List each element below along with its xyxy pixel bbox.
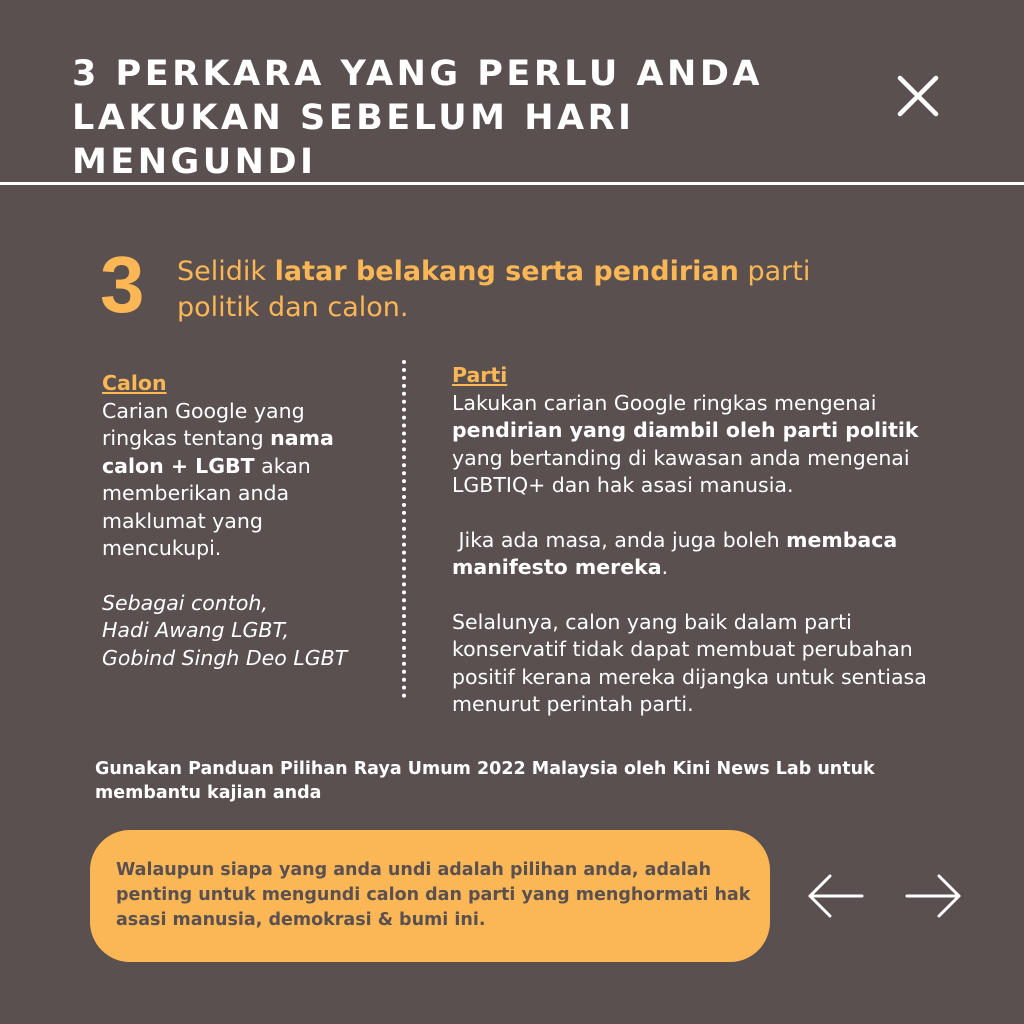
step-heading [177, 254, 877, 326]
step-number: 3 [100, 240, 145, 329]
calon-example [102, 590, 382, 673]
page-title-line-1: 3 PERKARA YANG PERLU ANDA [72, 54, 763, 94]
calon-text-post: akan memberikan anda maklumat yang mencukupi. [102, 453, 311, 560]
parti-paragraph-2 [452, 527, 972, 582]
arrow-left-icon [806, 868, 866, 924]
arrow-right-icon [903, 868, 963, 924]
previous-button[interactable] [806, 868, 866, 924]
calon-example-line-1: Sebagai contoh, [102, 590, 268, 615]
calon-example-line-2: Hadi Awang LGBT, [102, 618, 290, 642]
step-text-bold: latar belakang serta pendirian [274, 256, 739, 287]
page-title-line-2: LAKUKAN SEBELUM HARI MENGUNDI [72, 98, 635, 182]
page-title [72, 52, 892, 184]
parti-p1-post: yang bertanding di kawasan anda mengenai LGBTIQ+ dan hak asasi manusia. [452, 445, 910, 497]
callout-box [90, 830, 770, 962]
calon-text-pre: Carian Google yang ringkas tentang [102, 398, 305, 450]
parti-paragraph-1 [452, 390, 972, 500]
close-button[interactable] [894, 72, 942, 120]
parti-p1-bold: pendirian yang diambil oleh parti politik [452, 418, 919, 442]
parti-paragraph-3: Selalunya, calon yang baik dalam parti konservatif tidak dapat membuat perubahan positif kerana mereka dijangka untuk sentiasa menurut perintah parti. [452, 609, 927, 716]
parti-p2-bold: membaca manifesto mereka [452, 527, 898, 579]
calon-description [102, 398, 382, 563]
next-button[interactable] [903, 868, 963, 924]
column-divider [402, 360, 406, 698]
parti-heading: Parti [452, 363, 508, 387]
callout-text: Walaupun siapa yang anda undi adalah pilihan anda, adalah penting untuk mengundi calon dan parti yang menghormati hak asasi manusia, demokrasi & bumi ini. [116, 860, 751, 930]
parti-p2-post: . [661, 555, 669, 579]
step-text-pre: Selidik [177, 256, 275, 287]
calon-example-line-3: Gobind Singh Deo LGBT [102, 645, 348, 670]
guide-note: Gunakan Panduan Pilihan Raya Umum 2022 Malaysia oleh Kini News Lab untuk membantu kajian anda [95, 759, 875, 803]
close-icon [894, 72, 942, 120]
calon-heading: Calon [102, 371, 167, 395]
step-text-post: parti politik dan calon. [177, 256, 811, 323]
parti-column [452, 362, 972, 719]
parti-p2-pre: Jika ada masa, anda juga boleh [452, 527, 787, 552]
parti-p1-pre: Lakukan carian Google ringkas mengenai [452, 390, 877, 415]
calon-text-bold: nama calon + LGBT [102, 426, 334, 478]
calon-column [102, 370, 382, 672]
header-divider [0, 182, 1024, 185]
